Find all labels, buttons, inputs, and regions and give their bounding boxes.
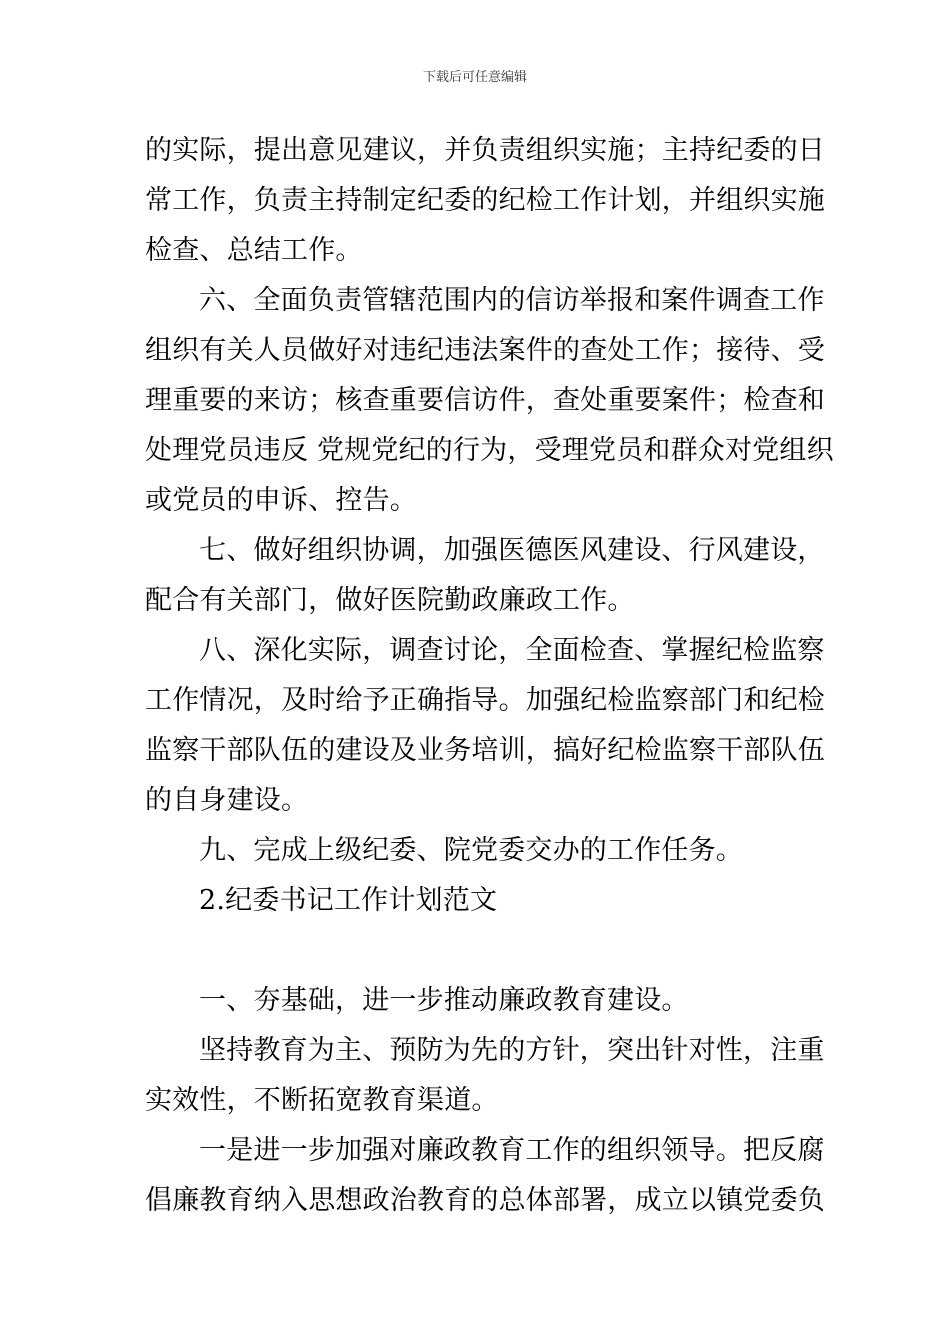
text-line: 或党员的申诉、控告。	[145, 485, 417, 516]
text-line: 理重要的来访；核查重要信访件，查处重要案件；检查和	[145, 385, 825, 416]
document-body	[145, 126, 834, 1226]
section-heading: 2.纪委书记工作计划范文	[199, 885, 498, 916]
paragraph-nine: 九、完成上级纪委、院党委交办的工作任务。	[199, 835, 743, 866]
text-line: 倡廉教育纳入思想政治教育的总体部署，成立以镇党委负	[145, 1185, 825, 1216]
text-line: 监察干部队伍的建设及业务培训，搞好纪检监察干部队伍	[145, 735, 825, 766]
text-line: 工作情况，及时给予正确指导。加强纪检监察部门和纪检	[145, 685, 825, 716]
text-line: 配合有关部门，做好医院勤政廉政工作。	[145, 585, 635, 616]
paragraph-seven-start: 七、做好组织协调，加强医德医风建设、行风建设，	[199, 535, 825, 566]
paragraph-start: 坚持教育为主、预防为先的方针，突出针对性，注重	[199, 1035, 825, 1066]
paragraph-six-start: 六、全面负责管辖范围内的信访举报和案件调查工作	[199, 285, 825, 316]
text-line: 的自身建设。	[145, 785, 309, 816]
text-line: 常工作，负责主持制定纪委的纪检工作计划，并组织实施	[145, 185, 825, 216]
text-line: 组织有关人员做好对违纪违法案件的查处工作；接待、受	[145, 335, 825, 366]
text-line: 检查、总结工作。	[145, 235, 363, 266]
text-line: 实效性，不断拓宽教育渠道。	[145, 1085, 499, 1116]
text-line: 处理党员违反 党规党纪的行为，受理党员和群众对党组织	[145, 435, 834, 466]
paragraph-eight-start: 八、深化实际，调查讨论，全面检查、掌握纪检监察	[199, 635, 825, 666]
blank-spacer	[145, 926, 810, 976]
paragraph-start: 一是进一步加强对廉政教育工作的组织领导。把反腐	[199, 1135, 825, 1166]
page-header-note: 下载后可任意编辑	[422, 70, 527, 85]
text-line: 的实际，提出意见建议，并负责组织实施；主持纪委的日	[145, 135, 825, 166]
subsection-heading: 一、夯基础，进一步推动廉政教育建设。	[199, 985, 689, 1016]
